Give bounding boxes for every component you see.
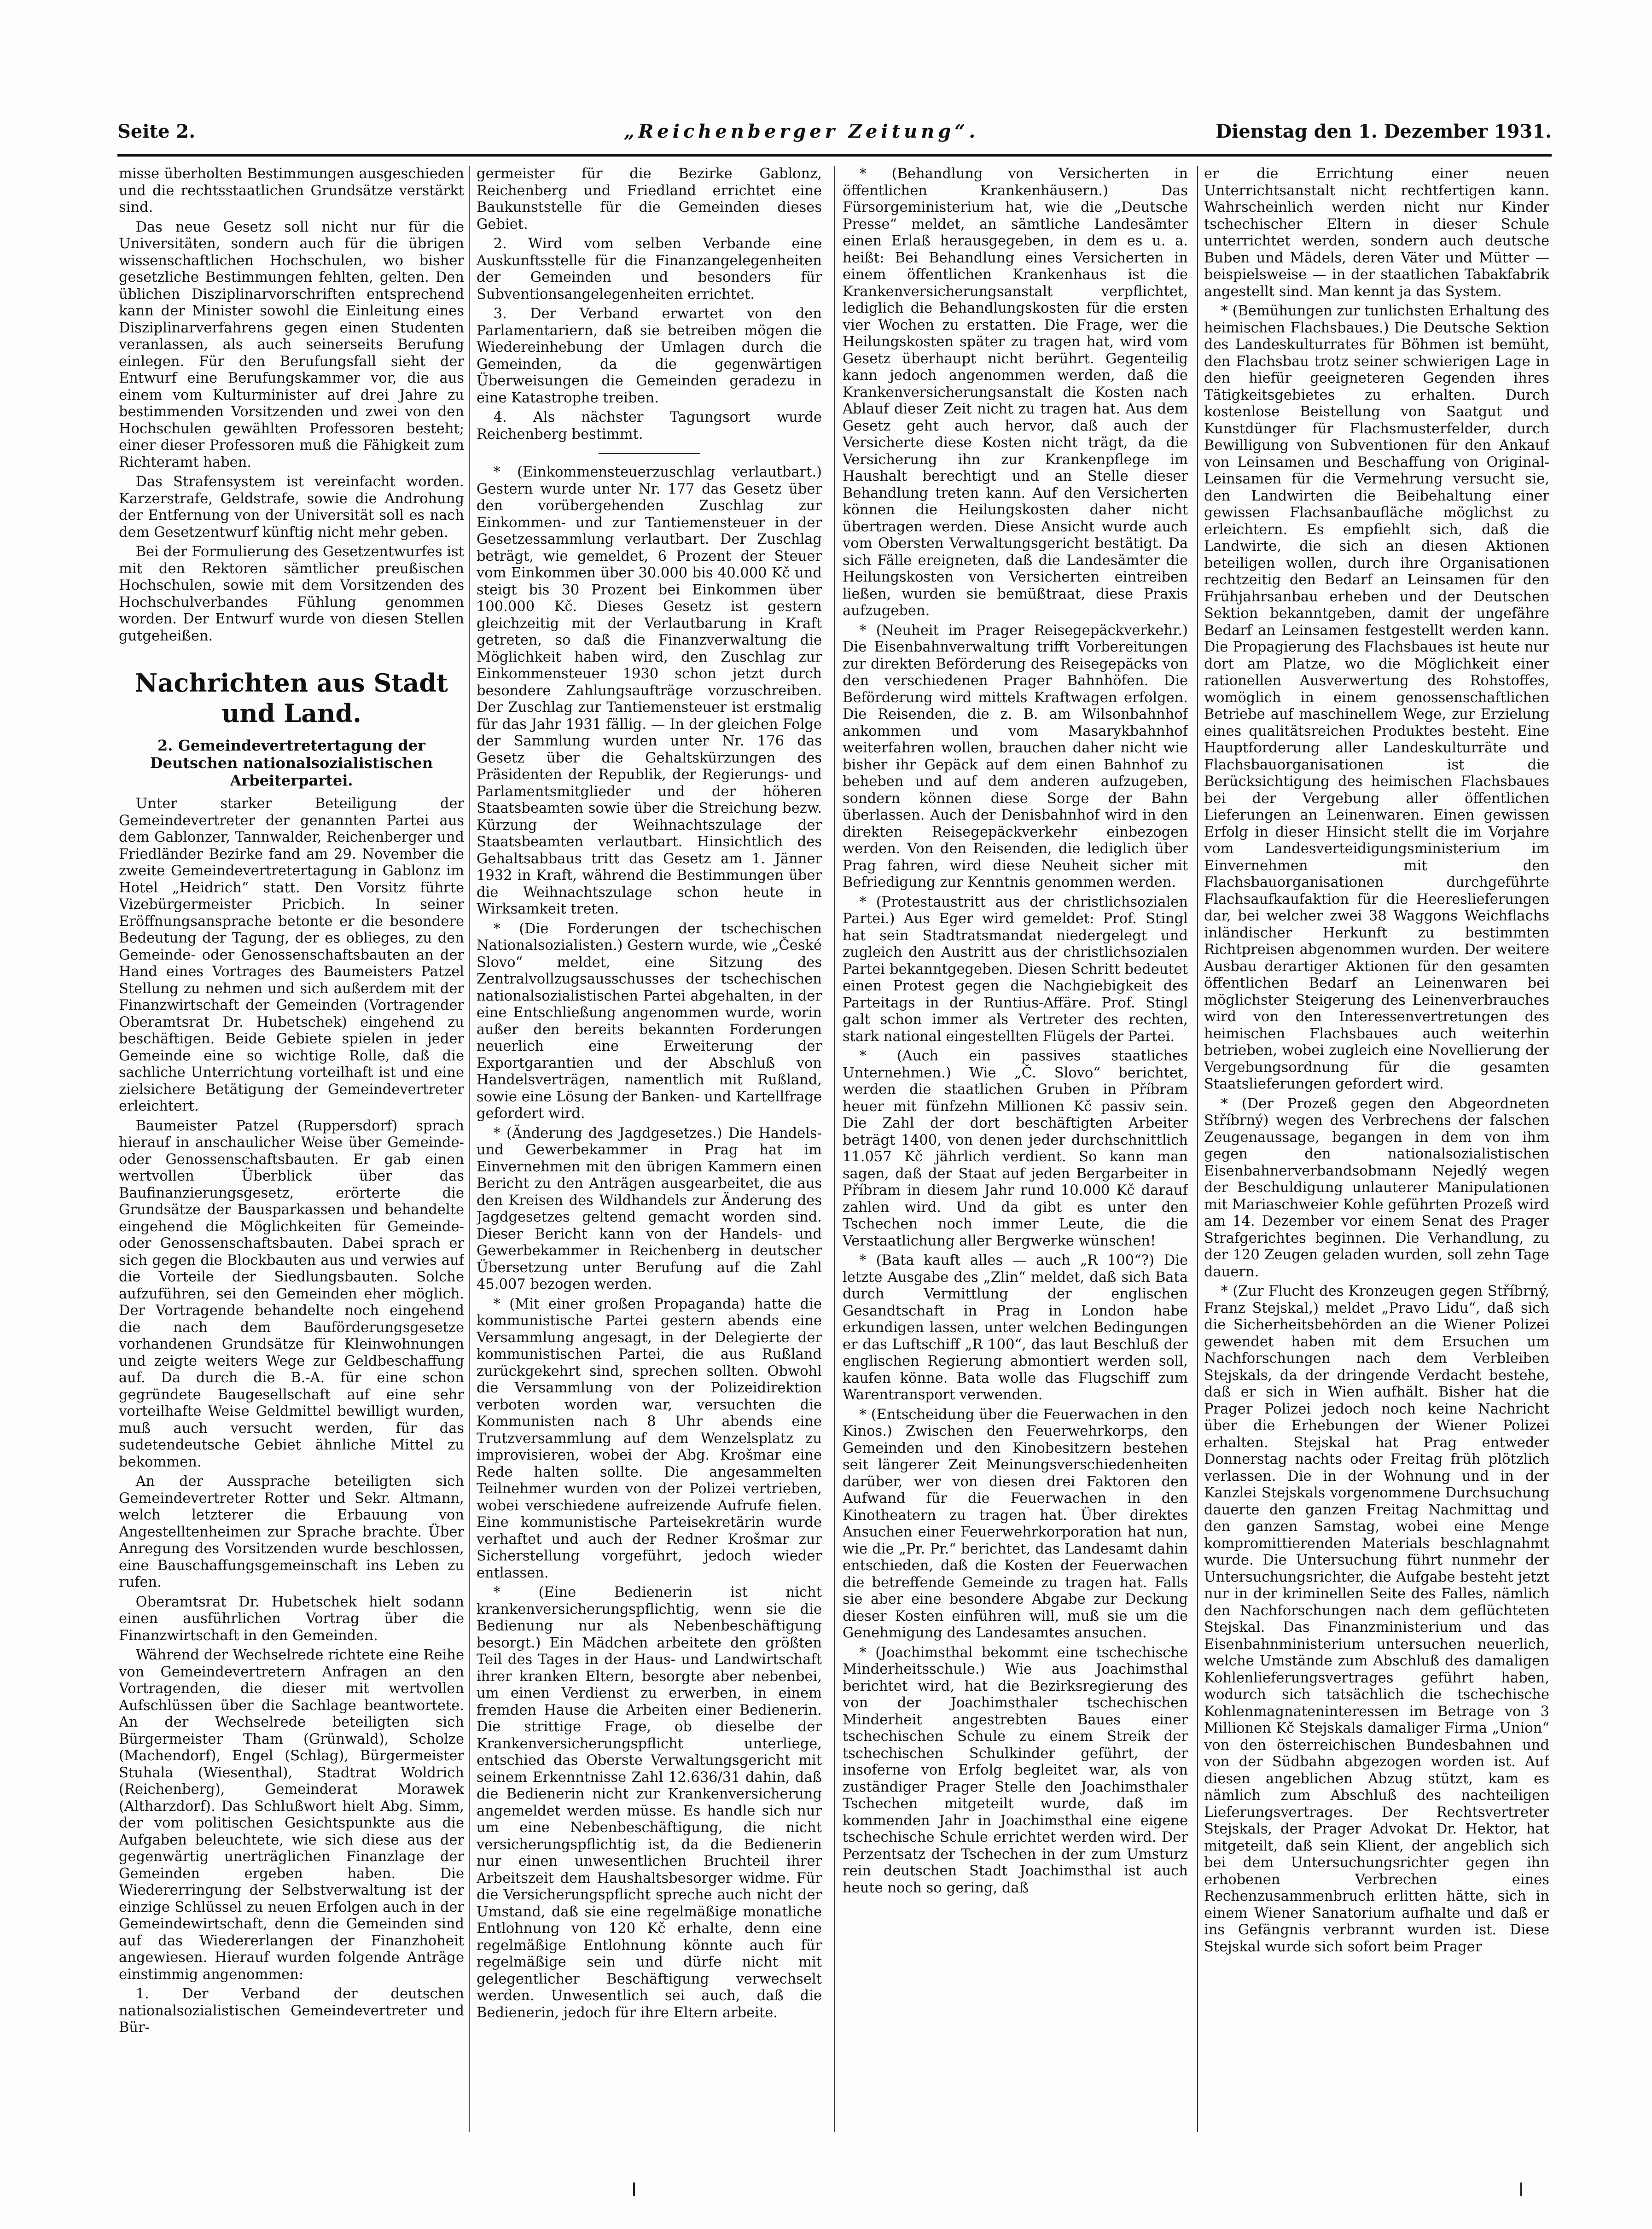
news-item: * (Auch ein passives staatliches Unternehmen.) Wie „Č. Slovo“ berichtet, werden die staatlichen Gruben in Příbram heuer mit fünfzehn Millionen Kč passiv sein. Die Zahl der dort beschäftigten Arbeiter beträgt 1400, von denen jeder durchschnittlich 11.057 Kč jährlich verdient. So kann man sagen, daß der Staat auf jeden Bergarbeiter in Příbram in diesem Jahr rund 10.000 Kč darauf zahlen wird. Und da gibt es unter den Tschechen noch immer Leute, die die Verstaatlichung aller Bergwerke wünschen! (843, 1048, 1188, 1249)
news-item: * (Zur Flucht des Kronzeugen gegen Stříbrný, Franz Stejskal,) meldet „Pravo Lidu“, daß sich die Sicherheitsbehörden an die Wiener Polizei gewendet haben mit dem Ersuchen um Nachforschungen nach dem Verbleiben Stejskals, da der dringende Verdacht bestehe, daß er sich in Wien aufhält. Bisher hat die Prager Polizei jedoch noch keine Nachricht über die Erhebungen der Wiener Polizei erhalten. Stejskal hat Prag entweder Donnerstag nachts oder Freitag früh plötzlich verlassen. Die in der Wohnung und in der Kanzlei Stejskals vorgenommene Durchsuchung dauerte den ganzen Freitag Nachmittag und den ganzen Samstag, wobei eine Menge kompromittierenden Materials beschlagnahmt wurde. Die Untersuchung führt nunmehr der Untersuchungsrichter, die Aufgabe besteht jetzt nur in der kriminellen Seite des Falles, nämlich den Nachforschungen nach dem geflüchteten Stejskal. Das Finanzministerium und das Eisenbahnministerium untersuchen neuerlich, welche Umstände zum Abschluß des damaligen Kohlenlieferungsvertrages geführt haben, wodurch sich tatsächlich die tschechische Kohlenmagnateninteressen im Betrage von 3 Millionen Kč Stejskals damaliger Firma „Union“ von den österreichischen Bundesbahnen und von der Südbahn abgezogen worden ist. Auf diesen angeblichen Abzug stützt, kam es nämlich zum Abschluß des nachteiligen Lieferungsvertrages. Der Rechtsvertreter Stejskals, der Prager Advokat Dr. Hektor, hat mitgeteilt, daß sein Klient, der angeblich sich bei dem Untersuchungsrichter gegen ihn erhobenen Verbrechen eines Rechenzusammenbruch erlitten hätte, sich in einem Wiener Sanatorium aufhalte und daß er ins Gefängnis verbrannt wurden ist. Diese Stejskal wurde sich sofort beim Prager (1204, 1283, 1549, 1955)
news-item: * (Eine Bedienerin ist nicht krankenversicherungspflichtig, wenn sie die Bedienung nur als Nebenbeschäftigung besorgt.) Ein Mädchen arbeitete den größten Teil des Tages in der Haus- und Landwirtschaft ihrer kranken Eltern, besorgte aber nebenbei, um einen Verdienst zu erwerben, in einem fremden Hause die Arbeiten einer Bedienerin. Die strittige Frage, ob dieselbe der Krankenversicherungspflicht unterliege, entschied das Oberste Verwaltungsgericht mit seinem Erkenntnisse Zahl 12.636/31 dahin, daß die Bedienerin nicht zur Krankenversicherung angemeldet werden müsse. Es handle sich nur um eine Nebenbeschäftigung, die nicht versicherungspflichtig ist, da die Bedienerin nur einen unwesentlichen Bruchteil ihrer Arbeitszeit dem Haushaltsbesorger widme. Für die Versicherungspflicht spreche auch nicht der Umstand, daß sie eine regelmäßige monatliche Entlohnung von 120 Kč erhalte, denn eine regelmäßige Entlohnung könnte auch für regelmäßige sein und dürfe nicht mit gelegentlicher Beschäftigung verwechselt werden. Unwesentlich sei auch, daß die Bedienerin, jedoch für ihre Eltern arbeite. (477, 1584, 822, 2021)
news-item: * (Neuheit im Prager Reisegepäckverkehr.) Die Eisenbahnverwaltung trifft Vorbereitungen zur direkten Beförderung des Reisegepäcks von den verschiedenen Prager Bahnhöfen. Die Beförderung wird mittels Kraftwagen erfolgen. Die Reisenden, die z. B. am Wilsonbahnhof ankommen und vom Masarykbahnhof weiterfahren wollen, brauchen daher nicht wie bisher ihr Gepäck auf dem einen Bahnhof zu beheben und auf dem anderen aufzugeben, sondern können diese Sorge der Bahn überlassen. Auch der Denisbahnhof wird in den direkten Reisegepäckverkehr einbezogen werden. Von den Reisenden, die lediglich über Prag fahren, wird diese Neuheit sicher mit Befriedigung zur Kenntnis genommen werden. (843, 622, 1188, 890)
news-item: * (Änderung des Jagdgesetzes.) Die Handels- und Gewerbekammer in Prag hat im Einvernehmen mit den übrigen Kammern einen Bericht zu den Anträgen ausgearbeitet, die aus den Kreisen des Wildhandels zur Änderung des Jagdgesetzes geltend gemacht worden sind. Dieser Bericht kann von der Handels- und Gewerbekammer in Reichenberg in deutscher Übersetzung unter Berufung auf die Zahl 45.007 bezogen werden. (477, 1125, 822, 1292)
article-title: 2. Gemeindevertretertagung der Deutschen nationalsozialistischen Arbeiterpartei. (150, 737, 433, 789)
news-item: * (Behandlung von Versicherten in öffentlichen Krankenhäusern.) Das Fürsorgeministerium hat, wie die „Deutsche Presse“ meldet, an sämtliche Landesämter einen Erlaß herausgegeben, in dem es u. a. heißt: Bei Behandlung eines Versicherten in einem öffentlichen Krankenhaus ist die Krankenversicherungsanstalt verpflichtet, lediglich die Behandlungskosten für die ersten vier Wochen zu erstatten. Die Frage, wer die Heilungskosten später zu tragen hat, wird vom Gesetz überhaupt nicht berührt. Gegenteilig kann jedoch angenommen werden, daß die Krankenversicherungsanstalt die Kosten nach Ablauf dieser Zeit nicht zu tragen hat. Aus dem Gesetz geht auch hervor, daß auch der Versicherte diese Kosten nicht trägt, da die Versicherung ihn zur Krankenpflege im Haushalt berechtigt und an Stelle dieser Behandlung treten kann. Auf den Versicherten können die Heilungskosten daher nicht übertragen werden. Diese Ansicht wurde auch vom Obersten Verwaltungsgericht bestätigt. Da sich Fälle ereigneten, daß die Landesämter die Heilungskosten von Versicherten eintreiben ließen, wurden sie bemüßtraat, diese Praxis aufzugeben. (843, 166, 1188, 619)
column-4 (1204, 166, 1549, 2132)
news-item: * (Bata kauft alles — auch „R 100“?) Die letzte Ausgabe des „Zlin“ meldet, daß sich Bata durch Vermittlung der englischen Gesandtschaft in Prag in London habe erkundigen lassen, unter welchen Bedingungen er das Luftschiff „R 100“, das laut Beschluß der englischen Regierung abmontiert werden soll, kaufen könne. Bata wolle das Flugschiff zum Warentransport verwenden. (843, 1252, 1188, 1403)
paragraph: Während der Wechselrede richtete eine Reihe von Gemeindevertretern Anfragen an den Vortragenden, die dieser mit wertvollen Aufschlüssen über die Sachlage beantwortete. An der Wechselrede beteiligten sich Bürgermeister Tham (Grünwald), Scholze (Machendorf), Engel (Schlag), Bürgermeister Stuhala (Wiesenthal), Stadtrat Woldrich (Reichenberg), Gemeinderat Morawek (Altharzdorf). Das Schlußwort hielt Abg. Simm, der vom politischen Gesichtspunkte aus die Aufgaben beleuchtete, wie sich diese aus der gegenwärtig unerträglichen Finanzlage der Gemeinden ergeben haben. Die Wiedererringung der Selbstverwaltung ist der einzige Schlüssel zu neuen Erfolgen auch in der Gemeindewirtschaft, denn die Gemeinden sind auf das Wiedererlangen der Finanzhoheit angewiesen. Hierauf wurden folgende Anträge einstimmig angenommen: (119, 1647, 464, 1983)
column-divider (834, 166, 835, 2132)
page-edge-mark (1520, 2182, 1522, 2196)
news-item: * (Die Forderungen der tschechischen Nationalsozialisten.) Gestern wurde, wie „České Slovo“ meldet, eine Sitzung des Zentralvollzugsausschusses der tschechischen nationalsozialistischen Partei abgehalten, in der eine Entschließung angenommen wurde, worin außer den bereits bekannten Forderungen neuerlich eine Erweiterung der Exportgarantien und der Abschluß von Handelsverträgen, namentlich mit Rußland, sowie eine Lösung der Banken- und Kartellfrage gefordert wird. (477, 920, 822, 1122)
news-item: * (Entscheidung über die Feuerwachen in den Kinos.) Zwischen den Feuerwehrkorps, den Gemeinden und den Kinobesitzern bestehen seit längerer Zeit Meinungsverschiedenheiten darüber, wer von diesen drei Faktoren den Aufwand für die Feuerwachen in den Kinotheatern zu tragen hat. Über direktes Ansuchen einer Feuerwehrkorporation hat nun, wie die „Pr. Pr.“ berichtet, das Landesamt dahin entschieden, daß die Kosten der Feuerwachen die betreffende Gemeinde zu tragen hat. Falls sie aber eine besondere Abgabe zur Deckung dieser Kosten einführen will, muß sie um die Genehmigung des Landesamtes ansuchen. (843, 1406, 1188, 1641)
paragraph: Das Strafensystem ist vereinfacht worden. Karzerstrafe, Geldstrafe, sowie die Androhung der Entfernung von der Universität soll es nach dem Gesetzentwurf künftig nicht mehr geben. (119, 474, 464, 541)
paragraph: Bei der Formulierung des Gesetzentwurfes ist mit den Rektoren sämtlicher preußischen Hochschulen, sowie mit dem Vorsitzenden des Hochschulverbandes Fühlung genommen worden. Der Entwurf wurde von diesen Stellen gutgeheißen. (119, 544, 464, 644)
paragraph: An der Aussprache beteiligten sich Gemeindevertreter Rotter und Sekr. Altmann, welch letzterer die Erbauung von Angestelltenheimen zur Sprache brachte. Über Anregung des Vorsitzenden wurde beschlossen, eine Bauschaffungsgemeinschaft ins Leben zu rufen. (119, 1473, 464, 1590)
paragraph: 1. Der Verband der deutschen nationalsozialistischen Gemeindevertreter und Bür- (119, 1986, 464, 2036)
paragraph: germeister für die Bezirke Gablonz, Reichenberg und Friedland errichtet eine Baukunststelle für die Gemeinden dieses Gebiet. (477, 166, 822, 233)
page-header (117, 121, 1552, 157)
column-1 (119, 166, 464, 2132)
article-divider (599, 453, 700, 454)
paragraph: 4. Als nächster Tagungsort wurde Reichenberg bestimmt. (477, 409, 822, 442)
news-item: * (Der Prozeß gegen den Abgeordneten Stříbrný) wegen des Verbrechens der falschen Zeugenaussage, begangen in dem von ihm gegen den nationalsozialistischen Eisenbahnerverbandsobmann Nejedlý wegen der Beschuldigung unlauterer Manipulationen mit Mariaschweier Kohle geführten Prozeß wird am 14. Dezember vor einem Senat des Prager Strafgerichtes beginnen. Die Verhandlung, zu der 120 Zeugen geladen wurden, soll zehn Tage dauern. (1204, 1095, 1549, 1280)
paragraph: er die Errichtung einer neuen Unterrichtsanstalt nicht rechtfertigen kann. Wahrscheinlich werden nicht nur Kinder tschechischer Eltern in dieser Schule unterrichtet werden, sondern auch deutsche Buben und Mädels, deren Väter und Mütter — beispielsweise — in der staatlichen Tabakfabrik angestellt sind. Man kennt ja das System. (1204, 166, 1549, 300)
paragraph: Baumeister Patzel (Ruppersdorf) sprach hierauf in anschaulicher Weise über Gemeinde- oder Genossenschaftsbauten. Er gab einen wertvollen Überblick über das Baufinanzierungsgesetz, erörterte die Grundsätze der Bausparkassen und behandelte eingehend die Möglichkeiten für Gemeinde- oder Genossenschaftsbauten. Dabei sprach er sich gegen die Blockbauten aus und verwies auf die Vorteile der Siedlungsbauten. Solche aufzuführen, sei den Gemeinden eher möglich. Der Vortragende behandelte noch eingehend die nach dem Bauförderungsgesetze vorhandenen Grundsätze für Kleinwohnungen und zeigte weiters Wege zur Geldbeschaffung auf. Da durch die B.-A. für eine schon gegründete Baugesellschaft auf eine sehr vorteilhafte Weise Geldmittel bewilligt wurden, muß auch versucht werden, für das sudetendeutsche Gebiet ähnliche Mittel zu bekommen. (119, 1117, 464, 1470)
issue-date: Dienstag den 1. Dezember 1931. (1216, 121, 1552, 142)
masthead: „Reichenberger Zeitung“. (624, 121, 979, 142)
section-heading: Nachrichten aus Stadt und Land. (134, 668, 448, 728)
page-edge-mark (633, 2182, 635, 2196)
column-3 (843, 166, 1188, 2132)
paragraph: Das neue Gesetz soll nicht nur für die Universitäten, sondern auch für die übrigen wissenschaftlichen Hochschulen, wo bisher gesetzliche Bestimmungen fehlten, gelten. Den üblichen Disziplinarvorschriften entsprechend kann der Minister sowohl die Einleitung eines Disziplinarverfahrens gegen einen Studenten veranlassen, als auch seinerseits Berufung einlegen. Für den Berufungsfall sieht der Entwurf eine Berufungskammer vor, die aus einem vom Kulturminister auf drei Jahre zu bestimmenden Vorsitzenden und zwei von den Hochschulen gewählten Professoren besteht; einer dieser Professoren muß die Fähigkeit zum Richteramt haben. (119, 219, 464, 471)
paragraph: Unter starker Beteiligung der Gemeindevertreter der genannten Partei aus dem Gablonzer, Tannwalder, Reichenberger und Friedländer Bezirke fand am 29. November die zweite Gemeindevertretertagung in Gablonz im Hotel „Heidrich“ statt. Den Vorsitz führte Vizebürgermeister Pricbich. In seiner Eröffnungsansprache betonte er die besondere Bedeutung der Tagung, der es oblieges, zu den Gemeinde- oder Genossenschaftsbauten an der Hand eines Vortrages des Baumeisters Patzel Stellung zu nehmen und sich außerdem mit der Finanzwirtschaft der Gemeinden (Vortragender Oberamtsrat Dr. Hubetschek) eingehend zu beschäftigen. Beide Gebiete spielen in jeder Gemeinde eine so wichtige Rolle, daß die sachliche Unterrichtung vorteilhaft ist und eine zielsichere Betätigung der Gemeindevertreter erleichtert. (119, 796, 464, 1114)
news-item: * (Bemühungen zur tunlichsten Erhaltung des heimischen Flachsbaues.) Die Deutsche Sektion des Landeskulturrates für Böhmen ist bemüht, den Flachsbau trotz seiner schwierigen Lage in den hiefür geeigneteren Gegenden ihres Tätigkeitsgebietes zu erhalten. Durch kostenlose Beistellung von Saatgut und Kunstdünger für Flachsmusterfelder, durch Bewilligung von Subventionen für den Ankauf von Leinsamen und Beschaffung von Original-Leinsamen für die Vermehrung versucht sie, den Landwirten die Beibehaltung einer gewissen Flachsanbaufläche möglichst zu erleichtern. Es empfiehlt sich, daß die Landwirte, die sich an diesen Aktionen beteiligen wollen, durch ihre Organisationen rechtzeitig den Bedarf an Leinsamen für den Frühjahrsanbau erheben und der Deutschen Sektion bekanntgeben, damit der ungefähre Bedarf an Leinsamen festgestellt werden kann. Die Propagierung des Flachsbaues ist heute nur dort am Platze, wo die Möglichkeit einer rationellen Ausverwertung des Rohstoffes, womöglich in einem genossenschaftlichen Betriebe auf maschinellem Wege, zur Erzielung eines qualitätsreichen Produktes besteht. Eine Hauptforderung aller Landeskulturräte und Flachsbauorganisationen ist die Berücksichtigung des heimischen Flachsbaues bei der Vergebung aller öffentlichen Lieferungen an Leinenwaren. Einen gewissen Erfolg in dieser Hinsicht stellt die im Vorjahre vom Landesverteidigungsministerium im Einvernehmen mit den Flachsbauorganisationen durchgeführte Flachsaufkaufaktion für die Heereslieferungen dar, bei welcher zwei 38 Waggons Weichflachs inländischer Herkunft zu bestimmten Richtpreisen abgenommen wurden. Der weitere Ausbau derartiger Aktionen für den gesamten öffentlichen Bedarf an Leinenwaren bei möglichster Steigerung des Leinenverbrauches wird von den Interessenvertretungen des heimischen Flachsbaues auch weiterhin betrieben, wobei zugleich eine Novellierung der Vergebungsordnung für die gesamten Staatslieferungen gefordert wird. (1204, 303, 1549, 1092)
page-number: Seite 2. (117, 121, 196, 142)
paragraph: misse überholten Bestimmungen ausgeschieden und die rechtsstaatlichen Grundsätze verstärkt sind. (119, 166, 464, 215)
news-item: * (Einkommensteuerzuschlag verlautbart.) Gestern wurde unter Nr. 177 das Gesetz über den vorübergehenden Zuschlag zur Einkommen- und zur Tantiemensteuer in der Gesetzessammlung verlautbart. Der Zuschlag beträgt, wie gemeldet, 6 Prozent der Steuer vom Einkommen über 30.000 bis 40.000 Kč und steigt bis 30 Prozent bei Einkommen über 100.000 Kč. Dieses Gesetz ist gestern gleichzeitig mit der Verlautbarung in Kraft getreten, so daß die Finanzverwaltung die Möglichkeit haben wird, den Zuschlag zur Einkommensteuer 1930 schon jetzt durch besondere Zahlungsaufträge vorzuschreiben. Der Zuschlag zur Tantiemensteuer ist erstmalig für das Jahr 1931 fällig. — In der gleichen Folge der Sammlung wurden unter Nr. 176 das Gesetz über die Gehaltskürzungen des Präsidenten der Republik, der Regierungs- und Parlamentsmitglieder und der höheren Staatsbeamten sowie über die Streichung bezw. Kürzung der Weihnachtszulage der Staatsbeamten verlautbart. Hinsichtlich des Gehaltsabbaus tritt das Gesetz am 1. Jänner 1932 in Kraft, während die Bestimmungen über die Weihnachtszulage schon heute in Wirksamkeit treten. (477, 464, 822, 917)
news-item: * (Protestaustritt aus der christlichsozialen Partei.) Aus Eger wird gemeldet: Prof. Stingl hat sein Stadtratsmandat niedergelegt und zugleich den Austritt aus der christlichsozialen Partei bekanntgegeben. Diesen Schritt bedeutet einen Protest gegen die Nachgiebigkeit des Parteitags in der Runtius-Affäre. Prof. Stingl galt schon immer als Vertreter des rechten, stark national eingestellten Flügels der Partei. (843, 894, 1188, 1045)
paragraph: Oberamtsrat Dr. Hubetschek hielt sodann einen ausführlichen Vortrag über die Finanzwirtschaft in den Gemeinden. (119, 1594, 464, 1644)
header-rule (117, 154, 1552, 157)
column-2 (477, 166, 822, 2132)
news-item: * (Joachimsthal bekommt eine tschechische Minderheitsschule.) Wie aus Joachimsthal berichtet wird, hat die Bezirksregierung des von der Joachimsthaler tschechischen Minderheit angestrebten Baues einer tschechischen Schule zu einem Streik der tschechischen Schulkinder geführt, der insoferne von Erfolg begleitet war, als von zuständiger Prager Stelle den Joachimsthaler Tschechen mitgeteilt wurde, daß im kommenden Jahr in Joachimsthal eine eigene tschechische Schule errichtet werden wird. Der Perzentsatz der Tschechen in der zum Umsturz rein deutschen Stadt Joachimsthal ist auch heute noch so gering, daß (843, 1644, 1188, 1896)
paragraph: 2. Wird vom selben Verbande eine Auskunftsstelle für die Finanzangelegenheiten der Gemeinden und besonders für Subventionsangelegenheiten errichtet. (477, 236, 822, 303)
column-divider (469, 166, 470, 2132)
news-item: * (Mit einer großen Propaganda) hatte die kommunistische Partei gestern abends eine Versammlung angesagt, in der Delegierte der kommunistischen Partei, die aus Rußland zurückgekehrt sind, sprechen sollten. Obwohl die Versammlung von der Polizeidirektion verboten worden war, versuchten die Kommunisten nach 8 Uhr abends eine Trutzversammlung auf dem Wenzelsplatz zu improvisieren, wobei der Abg. Krošmar eine Rede halten sollte. Die angesammelten Teilnehmer wurden von der Polizei vertrieben, wobei verschiedene aufreizende Aufrufe fielen. Eine kommunistische Parteisekretärin wurde verhaftet und auch der Redner Krošmar zur Sicherstellung vorgeführt, jedoch wieder entlassen. (477, 1296, 822, 1581)
column-divider (1197, 166, 1198, 2132)
paragraph: 3. Der Verband erwartet von den Parlamentariern, daß sie betreiben mögen die Wiedereinhebung der Umlagen durch die Gemeinden, da die gegenwärtigen Überweisungen die Gemeinden geradezu in eine Katastrophe treiben. (477, 306, 822, 406)
